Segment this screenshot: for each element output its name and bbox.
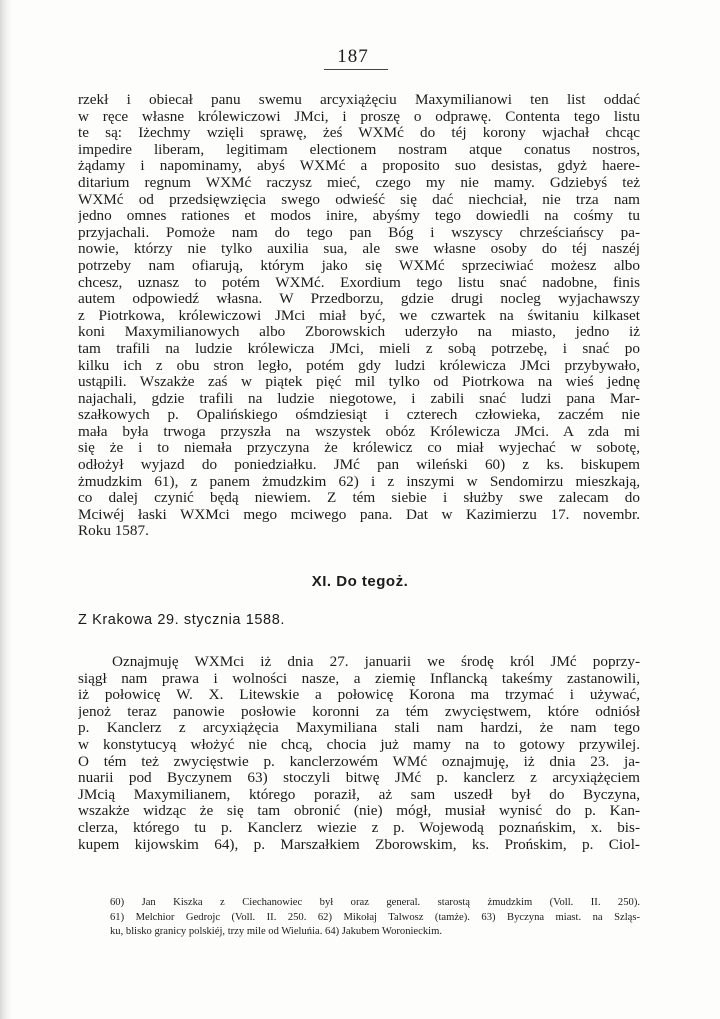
footnotes xyxy=(110,896,640,940)
text-line: Oznajmuję WXMci iż dnia 27. januarii we środę król JMć poprzy- xyxy=(112,654,640,670)
page-binding-edge xyxy=(0,0,12,1019)
text-line: koni Maxymilianowych albo Zborowskich uderzyło na miasto, jedno iż xyxy=(78,324,640,341)
footnote-line: ku, blisko granicy polskiéj, trzy mile od Wieluńia. 64) Jakubem Woronieckim. xyxy=(110,926,442,937)
text-line: w konstytucyą włożyć nie chcą, chocia już mamy na to gotowy przywilej. xyxy=(78,736,640,753)
page-number: 187 xyxy=(337,46,369,67)
letter-paragraph-1 xyxy=(78,92,640,540)
text-line: WXMć od przedsięwzięcia swego odwieść się dać niechciał, nie trza nam xyxy=(78,191,640,208)
text-line: wszakże widząc że się tam obronić (nie) mógł, musiał wynisć do p. Kan- xyxy=(78,803,640,820)
page-number-rule xyxy=(324,69,388,70)
text-line: ustąpili. Wszakże zaś w piątek pięć mil tylko od Piotrkowa na wieś jednę xyxy=(78,374,640,391)
text-line: żmudzkim 61), z panem żmudzkim 62) i z inszymi w Sendomirzu mieszkają, xyxy=(78,473,640,490)
text-line: iż połowicę W. X. Litewskie a połowicę Korona ma trzymać i używać, xyxy=(78,687,640,704)
text-line: te są: Iżechmy wzięli sprawę, żeś WXMć do téj korony wjachał chcąc xyxy=(78,125,640,142)
section-heading: XI. Do tegoż. xyxy=(311,573,409,590)
text-line: nowie, którzy nie tylko auxilia sua, ale swe własne osoby do téj naszéj xyxy=(78,241,640,258)
text-line: jedno omnes rationes et modos inire, abyśmy tego dowiedli na cośmy tu xyxy=(78,208,640,225)
text-line: p. Kanclerz z arcyxiążęcia Maxymiliana stali nam hardzi, że nam tego xyxy=(78,720,640,737)
text-line: z Piotrkowa, królewiczowi JMci miał być, we czwartek na świtaniu kilkaset xyxy=(78,307,640,324)
footnote-line: 61) Melchior Gedrojc (Voll. II. 250. 62) Mikołaj Talwosz (tamże). 63) Byczyna miast. na Szląs- xyxy=(110,911,640,923)
text-line: ditarium regnum WXMć raczysz mieć, czego my nie mamy. Gdziebyś też xyxy=(78,174,640,191)
text-line: się że i to niemała przyczyna że królewicz co miał wyjechać w sobotę, xyxy=(78,440,640,457)
letter-dateline: Z Krakowa 29. stycznia 1588. xyxy=(78,612,286,628)
text-line: potrzeby nam ofiarują, którym jako się WXMć sprzeciwiać możesz albo xyxy=(78,257,640,274)
text-line: Mciwéj łaski WXMci mego mciwego pana. Dat w Kazimierzu 17. novembr. xyxy=(78,506,640,523)
text-line: O tém też zwycięstwie p. kanclerzowém WMć oznajmuję, iż dnia 23. ja- xyxy=(78,753,640,770)
text-line: szałkowych p. Opalińskiego ośmdziesiąt i czterech człowieka, zaczém nie xyxy=(78,407,640,424)
text-line: jenoż teraz panowie posłowie koronni za tém zwycięstwem, które odniósł xyxy=(78,703,640,720)
text-line: kilku ich z obu stron legło, potém gdy ludzi królewicza JMci przybywało, xyxy=(78,357,640,374)
text-line: JMcią Maxymilianem, którego poraził, aż sam uszedł był do Byczyna, xyxy=(78,786,640,803)
text-line: co dalej czynić będą niewiem. Z tém siebie i służby swe zalecam do xyxy=(78,490,640,507)
text-line: siągł nam prawa i wolności nasze, a ziemię Inflancką takeśmy zastanowili, xyxy=(78,670,640,687)
text-line: odłożył wyjazd do poniedziałku. JMć pan wileński 60) z ks. biskupem xyxy=(78,457,640,474)
text-line: żądamy i napominamy, abyś WXMć a proposito suo desistas, gdyż haere- xyxy=(78,158,640,175)
text-line: impedire liberam, legitimam electionem nostram atque conatus nostros, xyxy=(78,141,640,158)
text-line: w ręce własne królewiczowi JMci, i proszę o odprawę. Contenta tego listu xyxy=(78,108,640,125)
text-line: clerza, którego tu p. Kanclerz wiezie z p. Wojewodą poznańskim, x. bis- xyxy=(78,819,640,836)
text-line: autem odpowiedź własna. W Przedborzu, gdzie drugi nocleg wyjachawszy xyxy=(78,291,640,308)
text-line: nuarii pod Byczynem 63) stoczyli bitwę JMć p. kanclerz z arcyxiążęciem xyxy=(78,770,640,787)
letter-paragraph-2 xyxy=(78,654,640,853)
text-line: chcesz, uznasz to potém WXMć. Exordium tego listu snać nadobne, finis xyxy=(78,274,640,291)
text-line: rzekł i obiecał panu swemu arcyxiążęciu Maxymilianowi ten list oddać xyxy=(78,92,640,108)
text-line: tam trafili na ludzie królewicza JMci, mieli z sobą potrzebę, i snać po xyxy=(78,340,640,357)
text-line: Roku 1587. xyxy=(78,523,149,540)
footnote-line: 60) Jan Kiszka z Ciechanowiec był oraz general. starostą żmudzkim (Voll. II. 250). xyxy=(110,897,640,908)
text-line: mała była trwoga przyszła na wszystek obóz Królewicza JMci. A zda mi xyxy=(78,423,640,440)
text-line: przyjachali. Pomoże nam do tego pan Bóg i wszyscy chrześciańscy pa- xyxy=(78,224,640,241)
text-line: kupem kijowskim 64), p. Marszałkiem Zborowskim, ks. Prońskim, p. Ciol- xyxy=(78,836,640,853)
text-line: najachali, gdzie trafili na ludzie niegotowe, i zabili snać ludzi pana Mar- xyxy=(78,390,640,407)
